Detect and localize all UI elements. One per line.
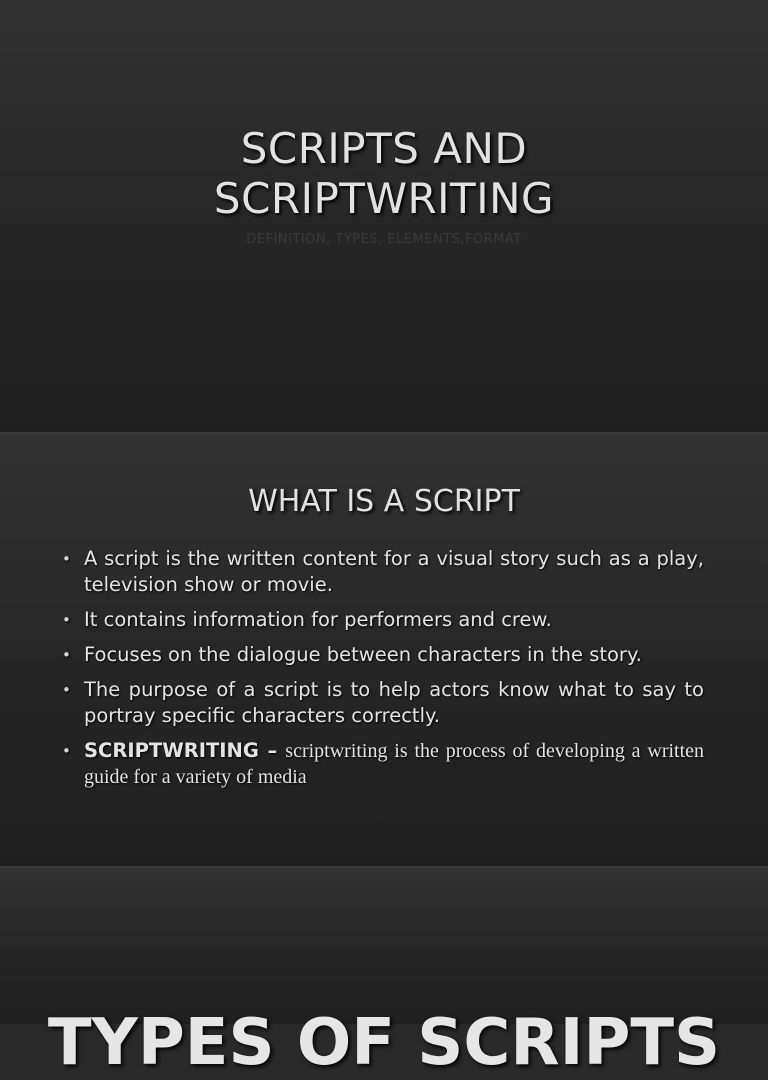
bullet-text: A script is the written content for a visual story such as a play, television show or movie. xyxy=(84,547,704,596)
bullet-text: Focuses on the dialogue between characters in the story. xyxy=(84,643,642,666)
list-item xyxy=(62,642,704,668)
bullet-icon: • xyxy=(62,611,71,629)
title-line-1: SCRIPTS AND xyxy=(240,124,528,173)
slide-heading: WHAT IS A SCRIPT xyxy=(248,484,520,519)
slide-subtitle: DEFINITION, TYPES, ELEMENTS,FORMAT xyxy=(246,232,522,247)
list-item xyxy=(62,738,704,790)
bullet-icon: • xyxy=(62,742,71,760)
slide-title xyxy=(0,0,768,432)
slide-types-of-scripts xyxy=(0,868,768,1080)
bullet-term: SCRIPTWRITING – xyxy=(84,739,278,762)
bullet-icon: • xyxy=(62,681,71,699)
list-item xyxy=(62,546,704,598)
title-line-2: SCRIPTWRITING xyxy=(213,174,555,223)
bullet-icon: • xyxy=(62,646,71,664)
bullet-list xyxy=(62,546,704,799)
slide-title-heading xyxy=(0,124,768,224)
slide-what-is-a-script xyxy=(0,434,768,866)
bullet-text: It contains information for performers and crew. xyxy=(84,608,552,631)
list-item xyxy=(62,607,704,633)
list-item xyxy=(62,677,704,729)
bullet-text: The purpose of a script is to help actors know what to say to portray specific characters correctly. xyxy=(84,678,704,727)
bullet-icon: • xyxy=(62,550,71,568)
bullet-definition: scriptwriting is the process of developing a written guide for a variety of media xyxy=(84,740,705,788)
slide-heading: TYPES OF SCRIPTS xyxy=(47,1006,721,1080)
